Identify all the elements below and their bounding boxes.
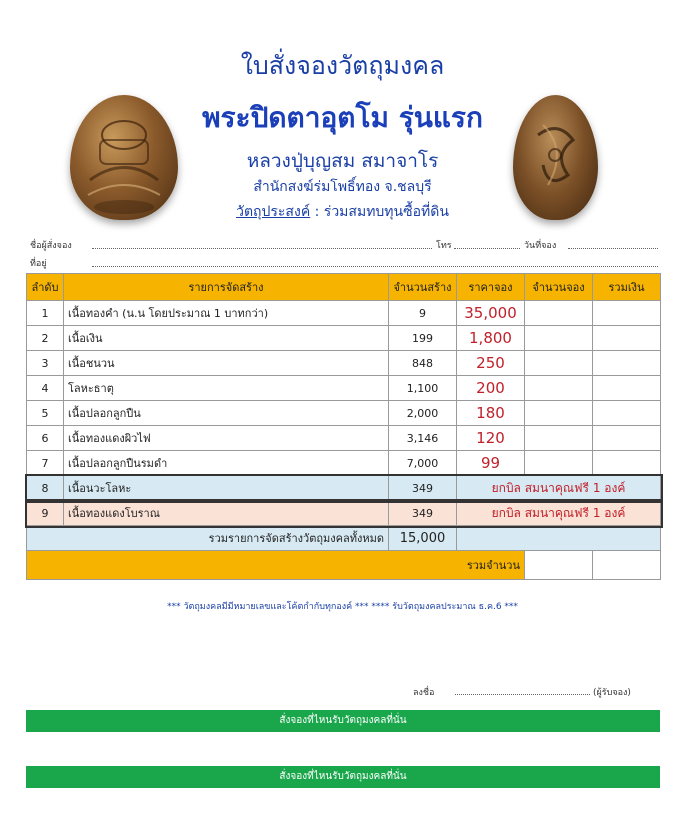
row-item: เนื้อเงิน	[64, 326, 389, 351]
row-price: 180	[457, 401, 525, 426]
date-field[interactable]	[568, 238, 658, 249]
header-price: ราคาจอง	[457, 274, 525, 301]
purpose-text: : ร่วมสมทบทุนซื้อที่ดิน	[310, 204, 449, 220]
row-no: 2	[27, 326, 64, 351]
row-price: 200	[457, 376, 525, 401]
signature-suffix: (ผู้รับจอง)	[593, 688, 631, 698]
header-total: รวมเงิน	[593, 274, 661, 301]
row-order-qty-cell[interactable]	[525, 451, 593, 476]
row-order-qty-cell[interactable]	[525, 301, 593, 326]
row-price: 99	[457, 451, 525, 476]
row-item: เนื้อทองแดงโบราณ	[64, 501, 389, 526]
row-item: เนื้อนวะโลหะ	[64, 476, 389, 501]
row-qty: 349	[389, 476, 457, 501]
row-sum-cell[interactable]	[593, 351, 661, 376]
row-order-qty-cell[interactable]	[525, 326, 593, 351]
total-blank	[457, 526, 661, 551]
promo-note: ยกบิล สมนาคุณฟรี 1 องค์	[457, 476, 661, 501]
header-qty-made: จำนวนสร้าง	[389, 274, 457, 301]
row-item: เนื้อทองคำ (น.น โดยประมาณ 1 บาทกว่า)	[64, 301, 389, 326]
signature-field[interactable]	[455, 684, 590, 695]
total-row	[27, 526, 661, 551]
special-row	[27, 476, 661, 501]
row-sum-cell[interactable]	[593, 401, 661, 426]
temple-name: สำนักสงฆ์ร่มโพธิ์ทอง จ.ชลบุรี	[253, 179, 432, 195]
row-item: โลหะธาตุ	[64, 376, 389, 401]
table-row	[27, 376, 661, 401]
row-price: 1,800	[457, 326, 525, 351]
row-qty: 2,000	[389, 401, 457, 426]
amulet-front-image	[70, 95, 178, 220]
row-order-qty-cell[interactable]	[525, 401, 593, 426]
name-label: ชื่อผู้สั่งจอง	[30, 241, 72, 251]
qty-total-label: รวมจำนวน	[27, 551, 525, 580]
row-qty: 848	[389, 351, 457, 376]
row-price: 120	[457, 426, 525, 451]
row-qty: 1,100	[389, 376, 457, 401]
row-sum-cell[interactable]	[593, 326, 661, 351]
address-label: ที่อยู่	[30, 259, 47, 269]
address-field[interactable]	[92, 256, 658, 267]
date-label: วันที่จอง	[524, 241, 557, 251]
row-no: 6	[27, 426, 64, 451]
table-header-row	[27, 274, 661, 301]
name-field[interactable]	[92, 238, 432, 249]
row-price: 250	[457, 351, 525, 376]
grand-total-cell[interactable]	[593, 551, 661, 580]
row-no: 8	[27, 476, 64, 501]
phone-field[interactable]	[454, 238, 520, 249]
header-qty-order: จำนวนจอง	[525, 274, 593, 301]
document-title: ใบสั่งจองวัตถุมงคล	[240, 51, 445, 80]
row-no: 4	[27, 376, 64, 401]
green-banner-bottom: สั่งจองที่ไหนรับวัตถุมงคลที่นั่น	[26, 766, 660, 788]
row-no: 7	[27, 451, 64, 476]
amulet-back-image	[513, 95, 598, 220]
order-table	[26, 273, 661, 580]
row-sum-cell[interactable]	[593, 376, 661, 401]
row-no: 3	[27, 351, 64, 376]
amulet-name: พระปิดตาอุตโม รุ่นแรก	[202, 101, 483, 134]
table-row	[27, 426, 661, 451]
row-qty: 3,146	[389, 426, 457, 451]
row-item: เนื้อทองแดงผิวไฟ	[64, 426, 389, 451]
row-item: เนื้อปลอกลูกปืนรมดำ	[64, 451, 389, 476]
phone-label: โทร	[436, 241, 452, 251]
row-sum-cell[interactable]	[593, 451, 661, 476]
row-sum-cell[interactable]	[593, 426, 661, 451]
monk-name: หลวงปู่บุญสม สมาจาโร	[246, 150, 439, 172]
table-row	[27, 401, 661, 426]
row-no: 5	[27, 401, 64, 426]
row-no: 9	[27, 501, 64, 526]
purpose-label: วัตถุประสงค์	[236, 204, 311, 220]
promo-note: ยกบิล สมนาคุณฟรี 1 องค์	[457, 501, 661, 526]
row-item: เนื้อปลอกลูกปืน	[64, 401, 389, 426]
qty-total-row	[27, 551, 661, 580]
row-order-qty-cell[interactable]	[525, 351, 593, 376]
green-banner-top: สั่งจองที่ไหนรับวัตถุมงคลที่นั่น	[26, 710, 660, 732]
row-qty: 199	[389, 326, 457, 351]
qty-total-cell[interactable]	[525, 551, 593, 580]
row-order-qty-cell[interactable]	[525, 376, 593, 401]
table-row	[27, 326, 661, 351]
total-value: 15,000	[389, 526, 457, 551]
table-row	[27, 451, 661, 476]
table-row	[27, 301, 661, 326]
footnote: *** วัตถุมงคลมีมีหมายเลขและโค้ตกำกับทุกองค์ *** **** รับวัตถุมงคลประมาณ ธ.ค.6 ***	[167, 602, 518, 612]
header-no: ลำดับ	[27, 274, 64, 301]
total-label: รวมรายการจัดสร้างวัตถุมงคลทั้งหมด	[27, 526, 389, 551]
row-qty: 7,000	[389, 451, 457, 476]
row-item: เนื้อชนวน	[64, 351, 389, 376]
header-item: รายการจัดสร้าง	[64, 274, 389, 301]
row-order-qty-cell[interactable]	[525, 426, 593, 451]
signature-label: ลงชื่อ	[413, 688, 435, 698]
special-row	[27, 501, 661, 526]
table-row	[27, 351, 661, 376]
row-price: 35,000	[457, 301, 525, 326]
row-sum-cell[interactable]	[593, 301, 661, 326]
row-qty: 9	[389, 301, 457, 326]
row-qty: 349	[389, 501, 457, 526]
row-no: 1	[27, 301, 64, 326]
